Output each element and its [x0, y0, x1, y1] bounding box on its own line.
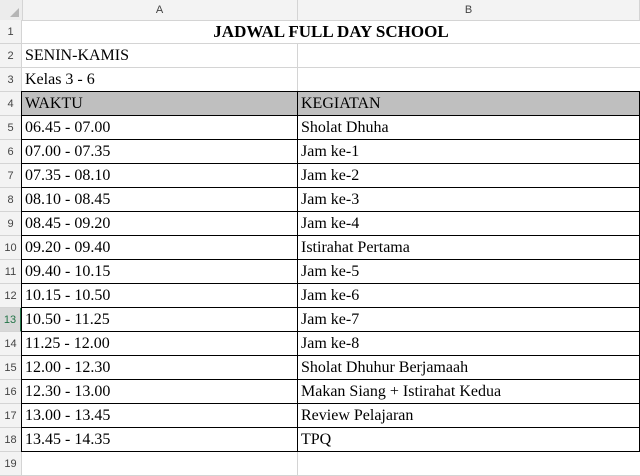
- empty-cell[interactable]: [22, 452, 298, 476]
- row-header[interactable]: 7: [0, 164, 22, 188]
- row-header[interactable]: 14: [0, 332, 22, 356]
- activity-cell[interactable]: Sholat Dhuhur Berjamaah: [298, 356, 640, 380]
- time-cell[interactable]: 11.25 - 12.00: [22, 332, 298, 356]
- subtitle-days-cell[interactable]: SENIN-KAMIS: [22, 44, 298, 68]
- time-cell[interactable]: 13.00 - 13.45: [22, 404, 298, 428]
- row-header[interactable]: 13: [0, 308, 22, 332]
- row-header[interactable]: 11: [0, 260, 22, 284]
- title-cell[interactable]: JADWAL FULL DAY SCHOOL: [22, 20, 640, 44]
- activity-cell[interactable]: Jam ke-5: [298, 260, 640, 284]
- row-header[interactable]: 12: [0, 284, 22, 308]
- activity-cell[interactable]: Sholat Dhuha: [298, 116, 640, 140]
- time-cell[interactable]: 10.50 - 11.25: [22, 308, 298, 332]
- row-header[interactable]: 16: [0, 380, 22, 404]
- row-header[interactable]: 15: [0, 356, 22, 380]
- activity-cell[interactable]: Makan Siang + Istirahat Kedua: [298, 380, 640, 404]
- empty-cell[interactable]: [298, 44, 640, 68]
- time-cell[interactable]: 13.45 - 14.35: [22, 428, 298, 452]
- time-cell[interactable]: 10.15 - 10.50: [22, 284, 298, 308]
- row-header[interactable]: 17: [0, 404, 22, 428]
- time-cell[interactable]: 12.00 - 12.30: [22, 356, 298, 380]
- time-cell[interactable]: 08.10 - 08.45: [22, 188, 298, 212]
- row-header[interactable]: 9: [0, 212, 22, 236]
- empty-cell[interactable]: [298, 68, 640, 92]
- subtitle-class-cell[interactable]: Kelas 3 - 6: [22, 68, 298, 92]
- row-header[interactable]: 4: [0, 92, 22, 116]
- row-header[interactable]: 3: [0, 68, 22, 92]
- row-header[interactable]: 2: [0, 44, 22, 68]
- time-cell[interactable]: 09.40 - 10.15: [22, 260, 298, 284]
- header-waktu-cell[interactable]: WAKTU: [22, 91, 298, 116]
- activity-cell[interactable]: Review Pelajaran: [298, 404, 640, 428]
- row-header[interactable]: 19: [0, 452, 22, 476]
- time-cell[interactable]: 06.45 - 07.00: [22, 116, 298, 140]
- activity-cell[interactable]: Jam ke-3: [298, 188, 640, 212]
- activity-cell[interactable]: Jam ke-8: [298, 332, 640, 356]
- row-header[interactable]: 18: [0, 428, 22, 452]
- column-header-bar: [0, 0, 640, 21]
- time-cell[interactable]: 07.35 - 08.10: [22, 164, 298, 188]
- time-cell[interactable]: 08.45 - 09.20: [22, 212, 298, 236]
- activity-cell[interactable]: Jam ke-1: [298, 140, 640, 164]
- activity-cell[interactable]: Jam ke-7: [298, 308, 640, 332]
- activity-cell[interactable]: Jam ke-4: [298, 212, 640, 236]
- column-header-b[interactable]: B: [298, 0, 640, 20]
- row-header[interactable]: 1: [0, 20, 22, 44]
- activity-cell[interactable]: Jam ke-6: [298, 284, 640, 308]
- select-all-triangle-icon: [10, 8, 19, 17]
- row-header[interactable]: 10: [0, 236, 22, 260]
- row-header[interactable]: 6: [0, 140, 22, 164]
- activity-cell[interactable]: Istirahat Pertama: [298, 236, 640, 260]
- time-cell[interactable]: 09.20 - 09.40: [22, 236, 298, 260]
- header-kegiatan-cell[interactable]: KEGIATAN: [298, 91, 640, 116]
- empty-cell[interactable]: [298, 452, 640, 476]
- activity-cell[interactable]: Jam ke-2: [298, 164, 640, 188]
- time-cell[interactable]: 12.30 - 13.00: [22, 380, 298, 404]
- table-left-border: [21, 91, 22, 452]
- activity-cell[interactable]: TPQ: [298, 428, 640, 452]
- row-header[interactable]: 8: [0, 188, 22, 212]
- select-all-button[interactable]: [0, 0, 23, 20]
- time-cell[interactable]: 07.00 - 07.35: [22, 140, 298, 164]
- column-header-a[interactable]: A: [22, 0, 298, 20]
- row-header[interactable]: 5: [0, 116, 22, 140]
